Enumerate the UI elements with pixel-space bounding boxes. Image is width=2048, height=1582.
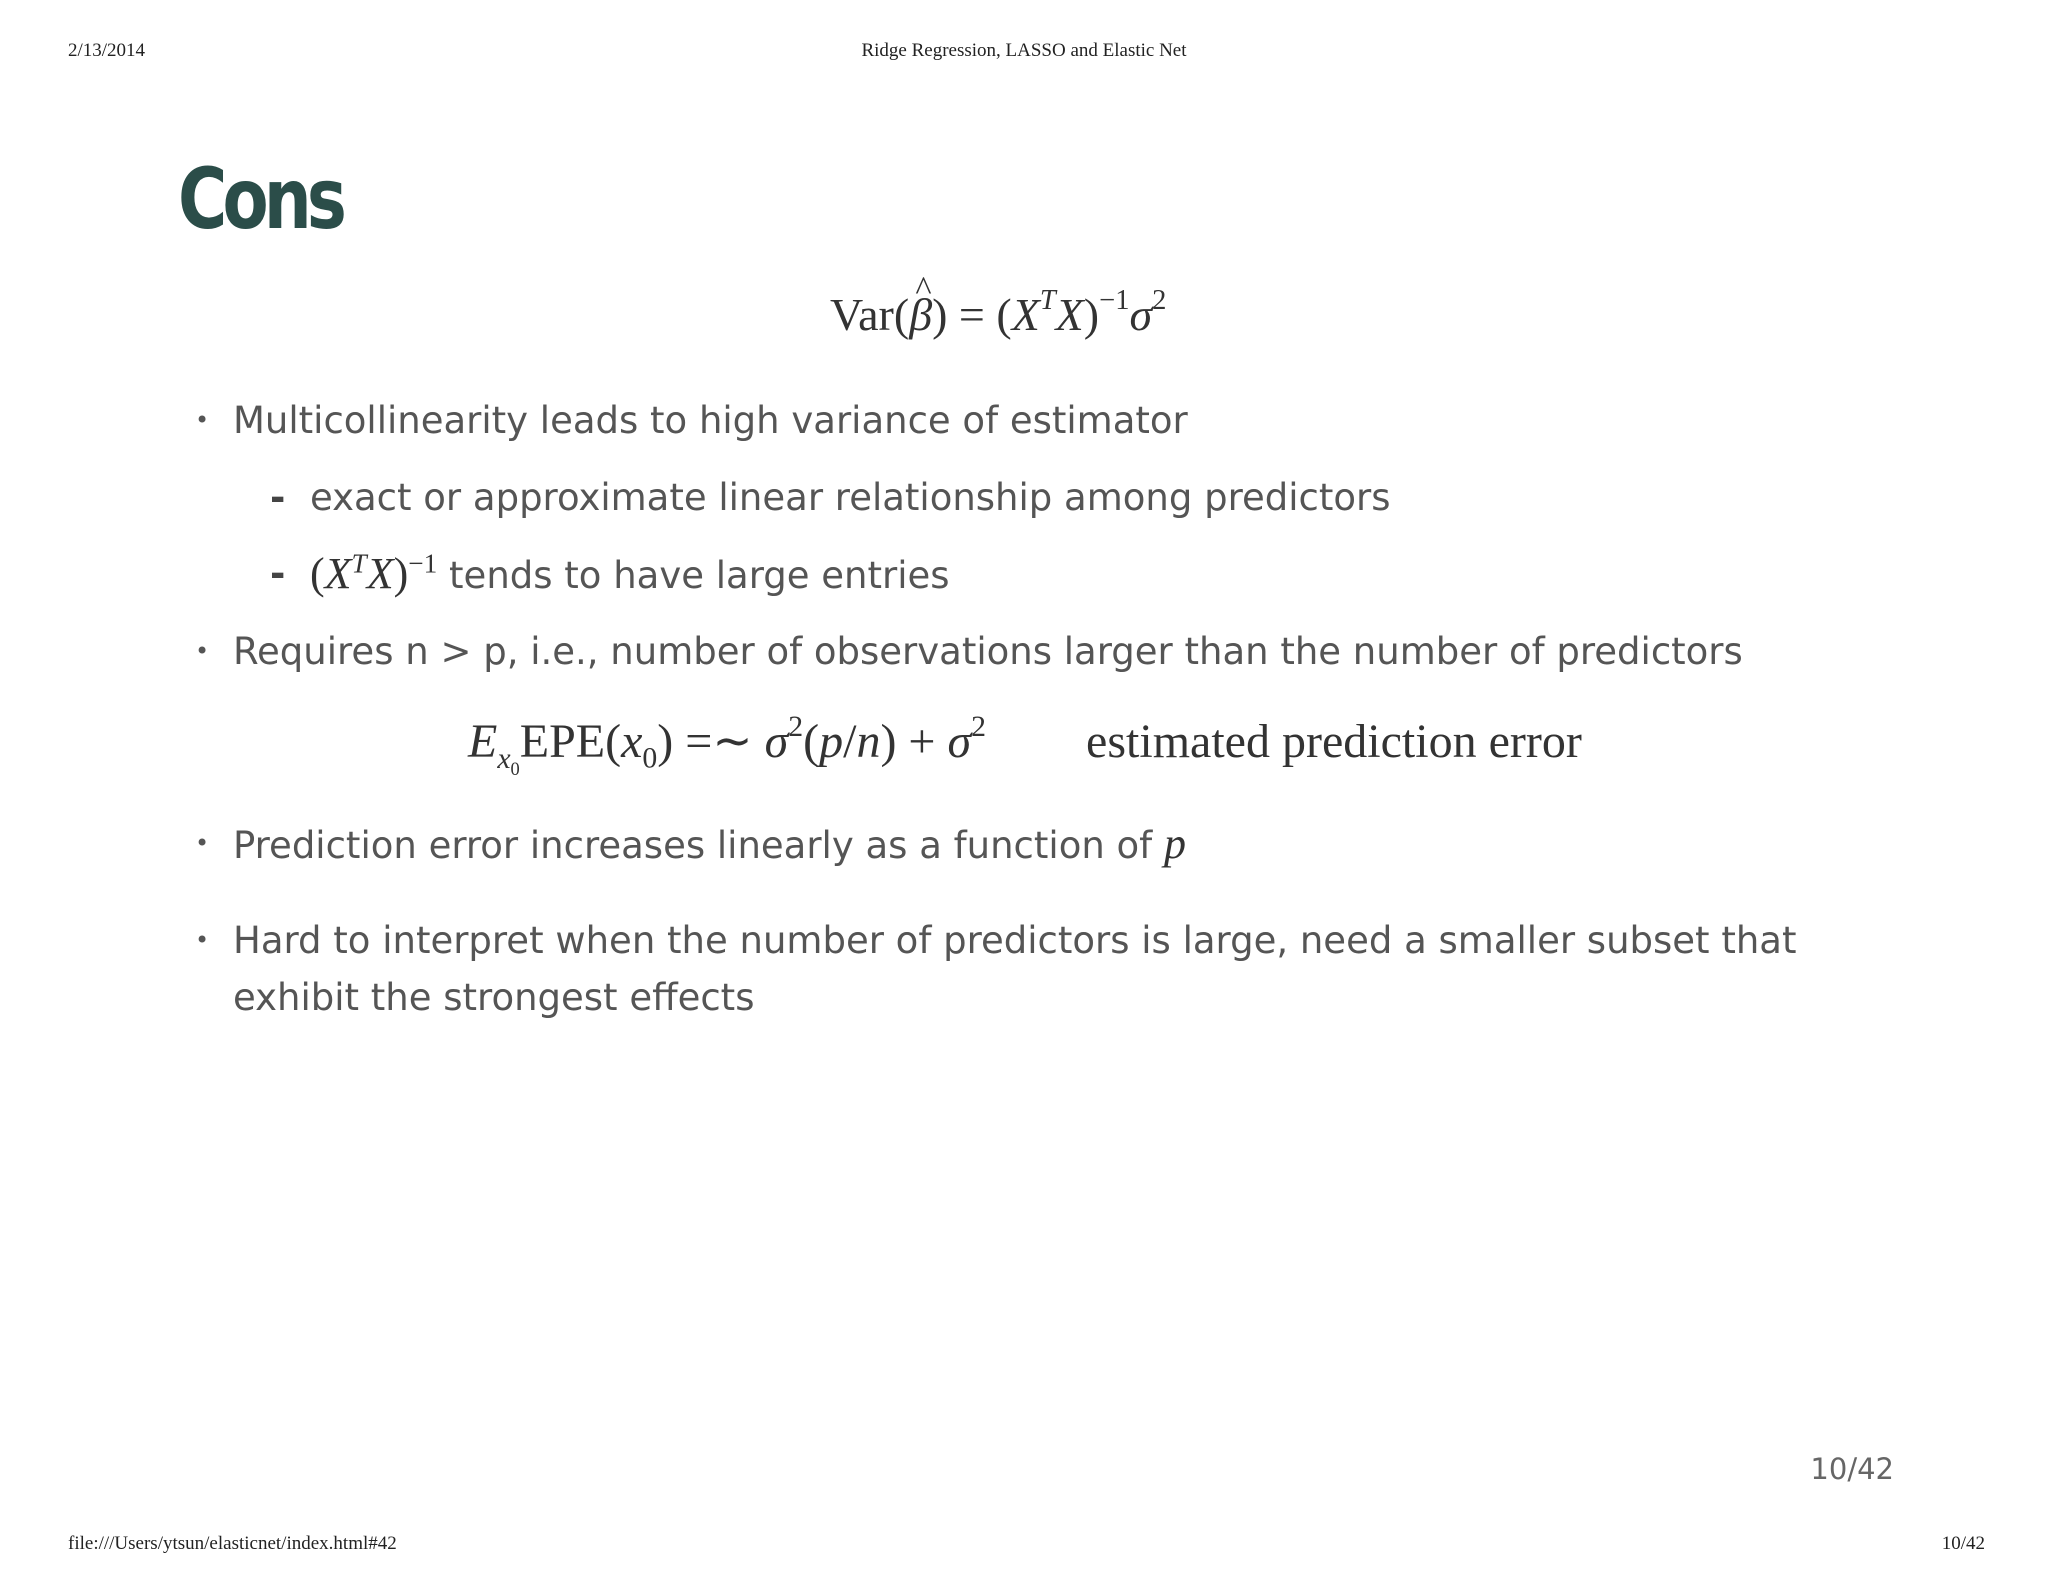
subitem-linear-relationship <box>270 469 1391 526</box>
bullet-dot: • <box>195 406 210 434</box>
subitem-text: tends to have large entries <box>449 554 950 597</box>
bullet-text: Requires n > p, i.e., number of observations larger than the number of predictors <box>233 630 1743 673</box>
bullet-text: Multicollinearity leads to high variance of estimator <box>233 399 1188 442</box>
slide-title: Cons <box>178 150 343 248</box>
subitem-text: exact or approximate linear relationship among predictors <box>310 476 1391 519</box>
bullet-dot: • <box>195 829 210 857</box>
slide-page-number: 10/42 <box>1810 1452 1894 1486</box>
footer-url: file:///Users/ytsun/elasticnet/index.html#42 <box>68 1533 397 1554</box>
bullet-dot: • <box>195 637 210 665</box>
subitem-large-entries <box>270 545 950 604</box>
inverse-gram-matrix-math: $(X^TX)^{-1}$ <box>310 548 438 598</box>
dash-marker: - <box>270 552 286 595</box>
header-date: 2/13/2014 <box>68 40 146 61</box>
footer-page: 10/42 <box>1941 1533 1985 1554</box>
bullet-prediction-error <box>195 815 1186 874</box>
epe-label: estimated prediction error <box>1086 715 1582 768</box>
epe-equation: $E_{x_0}EPE(x_0)$ =∼ $\sigma^2(p/n) + \sigma^2$ estimated prediction error <box>468 709 1582 779</box>
bullet-text: Hard to interpret when the number of predictors is large, need a smaller subset that exhibit the strongest effects <box>233 919 1797 1019</box>
bullet-text: Prediction error increases linearly as a function of <box>233 824 1153 867</box>
header-title: Ridge Regression, LASSO and Elastic Net <box>861 40 1187 61</box>
bullet-dot: • <box>195 926 210 954</box>
bullet-multicollinearity <box>195 392 1188 449</box>
p-math: p <box>1163 819 1186 868</box>
bullet-hard-to-interpret <box>195 912 1933 1026</box>
dash-marker: - <box>270 476 286 519</box>
bullet-requires-n-gt-p <box>195 623 1743 680</box>
variance-equation: Var(^ $\beta) = (X^TX)^{-1}\sigma^2$ <box>830 288 1166 341</box>
